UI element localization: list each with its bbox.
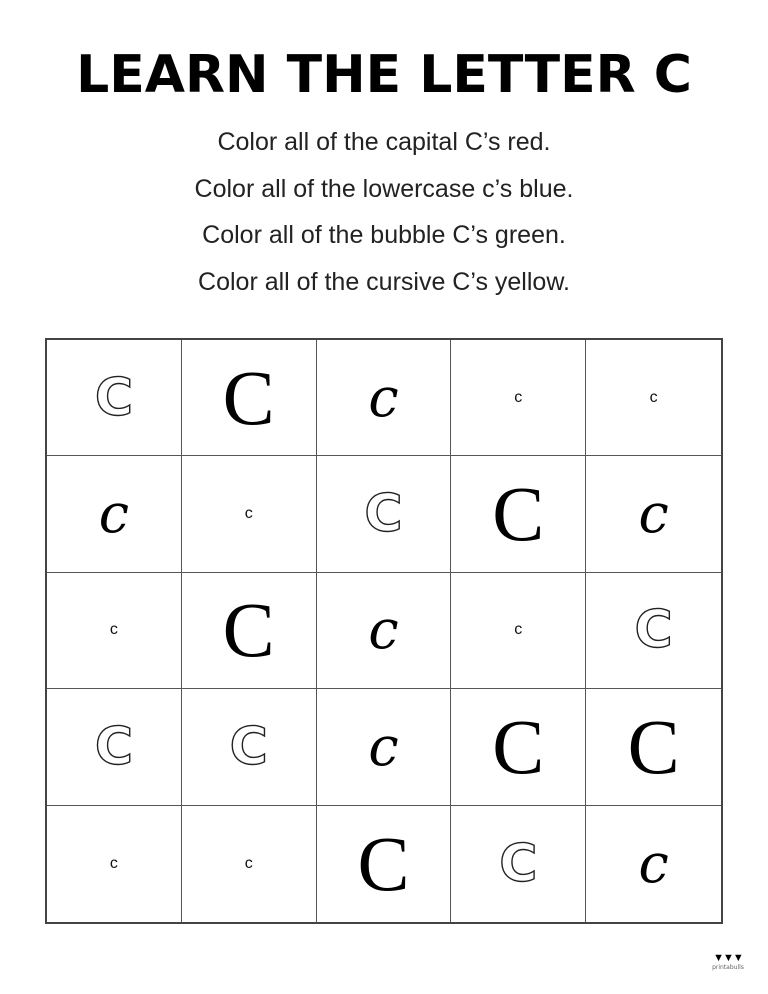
instruction-bubble-green: Color all of the bubble C’s green. [202, 221, 566, 249]
letter-lowercase: c [244, 505, 253, 523]
instruction-cursive-yellow: Color all of the cursive C’s yellow. [198, 267, 570, 296]
letter-cursive: c [368, 365, 399, 429]
grid-cell[interactable] [182, 573, 317, 689]
letter-lowercase: c [244, 854, 253, 872]
letter-bubble: C [229, 716, 268, 777]
grid-cell[interactable] [317, 573, 452, 689]
page-title: LEARN THE LETTER C [76, 45, 692, 105]
letter-cursive: c [368, 714, 399, 778]
grid-cell[interactable] [182, 806, 317, 922]
letter-cursive: c [98, 482, 130, 546]
logo-text: printabulls [712, 964, 744, 971]
letter-cursive: c [368, 598, 399, 662]
letter-capital: C [492, 470, 545, 558]
letter-bubble: C [364, 484, 403, 545]
letter-bubble: C [94, 716, 133, 777]
grid-cell[interactable] [451, 456, 586, 572]
grid-cell[interactable] [47, 806, 182, 922]
bulldog-logo-icon: ▼▼▼ [713, 952, 743, 964]
letter-bubble: C [499, 833, 538, 894]
grid-cell[interactable] [451, 340, 586, 456]
grid-cell[interactable] [317, 340, 452, 456]
letter-lowercase: c [109, 854, 118, 872]
letter-lowercase: c [514, 621, 523, 639]
letter-capital: C [627, 702, 680, 790]
letter-capital: C [222, 586, 275, 674]
letter-cursive: c [638, 831, 669, 895]
grid-cell[interactable] [451, 573, 586, 689]
grid-cell[interactable] [451, 689, 586, 805]
grid-cell[interactable] [317, 689, 452, 805]
printabulls-logo [706, 952, 750, 971]
letter-bubble: C [634, 600, 673, 661]
grid-cell[interactable] [317, 456, 452, 572]
letter-grid [45, 338, 723, 924]
grid-cell[interactable] [317, 806, 452, 922]
letter-capital: C [357, 819, 410, 907]
letter-lowercase: c [109, 621, 118, 639]
letter-lowercase: c [514, 388, 523, 406]
letter-capital: C [492, 702, 545, 790]
letter-capital: C [222, 353, 275, 441]
grid-cell[interactable] [47, 340, 182, 456]
grid-cell[interactable] [451, 806, 586, 922]
grid-cell[interactable] [182, 456, 317, 572]
grid-cell[interactable] [182, 689, 317, 805]
grid-cell[interactable] [586, 573, 721, 689]
grid-cell[interactable] [182, 340, 317, 456]
instruction-capital-red: Color all of the capital C’s red. [217, 128, 551, 156]
grid-cell[interactable] [586, 689, 721, 805]
instructions [0, 122, 768, 308]
grid-cell[interactable] [47, 573, 182, 689]
grid-cell[interactable] [586, 456, 721, 572]
letter-cursive: c [638, 482, 669, 546]
letter-lowercase: c [649, 388, 658, 406]
grid-cell[interactable] [586, 806, 721, 922]
letter-bubble: C [94, 367, 133, 428]
grid-cell[interactable] [47, 689, 182, 805]
instruction-lowercase-blue: Color all of the lowercase c’s blue. [194, 174, 574, 203]
grid-cell[interactable] [47, 456, 182, 572]
grid-cell[interactable] [586, 340, 721, 456]
